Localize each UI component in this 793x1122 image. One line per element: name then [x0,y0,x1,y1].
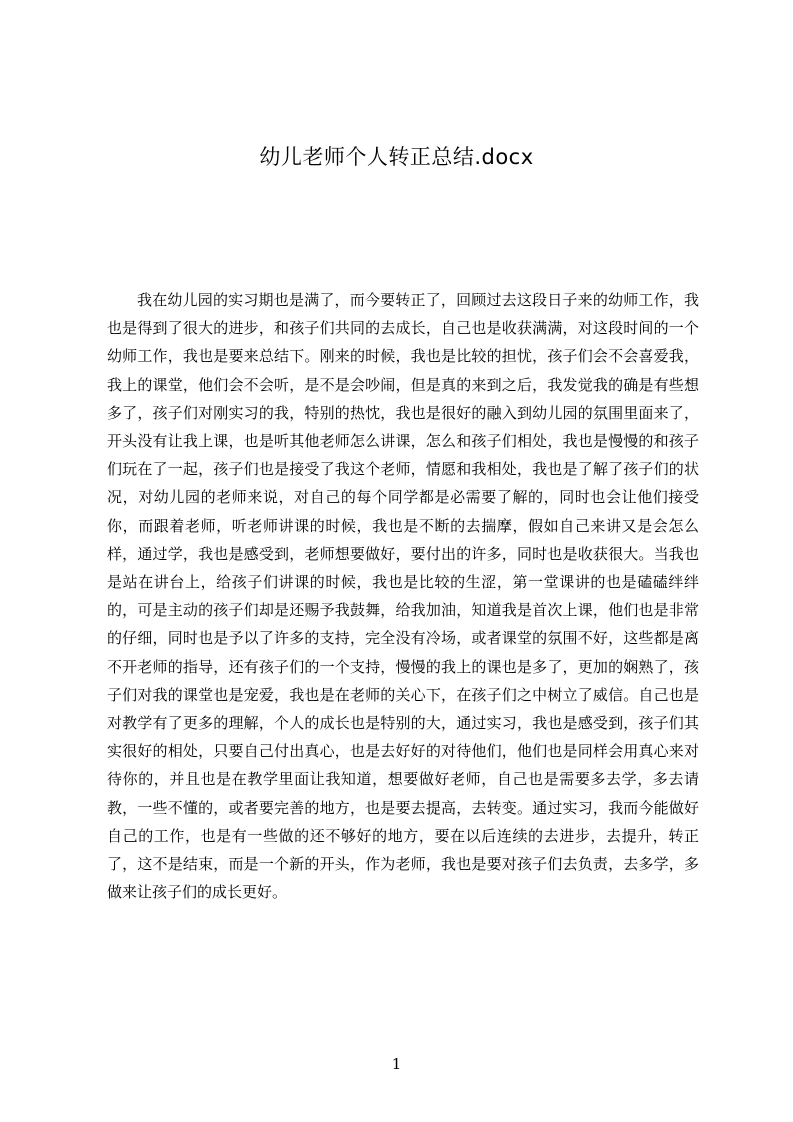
body-paragraph: 我在幼儿园的实习期也是满了，而今要转正了，回顾过去这段日子来的幼师工作，我也是得到了很大的进步，和孩子们共同的去成长，自己也是收获满满，对这段时间的一个幼师工作，我也是要来总结下。刚来的时候，我也是比较的担忧，孩子们会不会喜爱我，我上的课堂，他们会不会听，是不是会吵闹，但是真的来到之后，我发觉我的确是有些想多了，孩子们对刚实习的我，特别的热忱，我也是很好的融入到幼儿园的氛围里面来了，开头没有让我上课，也是听其他老师怎么讲课，怎么和孩子们相处，我也是慢慢的和孩子们玩在了一起，孩子们也是接受了我这个老师，情愿和我相处，我也是了解了孩子们的状况，对幼儿园的老师来说，对自己的每个同学都是必需要了解的，同时也会让他们接受你，而跟着老师，听老师讲课的时候，我也是不断的去揣摩，假如自己来讲又是会怎么样，通过学，我也是感受到，老师想要做好，要付出的许多，同时也是收获很大。当我也是站在讲台上，给孩子们讲课的时候，我也是比较的生涩，第一堂课讲的也是磕磕绊绊的，可是主动的孩子们却是还赐予我鼓舞，给我加油，知道我是首次上课，他们也是非常的仔细，同时也是予以了许多的支持，完全没有冷场，或者课堂的氛围不好，这些都是离不开老师的指导，还有孩子们的一个支持，慢慢的我上的课也是多了，更加的娴熟了，孩子们对我的课堂也是宠爱，我也是在老师的关心下，在孩子们之中树立了威信。自己也是对教学有了更多的理解，个人的成长也是特别的大，通过实习，我也是感受到，孩子们其实很好的相处，只要自己付出真心，也是去好好的对待他们，他们也是同样会用真心来对待你的，并且也是在教学里面让我知道，想要做好老师，自己也是需要多去学，多去请教，一些不懂的，或者要完善的地方，也是要去提高，去转变。通过实习，我而今能做好自己的工作，也是有一些做的还不够好的地方，要在以后连续的去进步，去提升，转正了，这不是结束，而是一个新的开头，作为老师，我也是要对孩子们去负责，去多学，多做来让孩子们的成长更好。 [107,291,699,902]
document-title: 幼儿老师个人转正总结.docx [259,145,534,169]
page-number: 1 [391,1055,402,1073]
